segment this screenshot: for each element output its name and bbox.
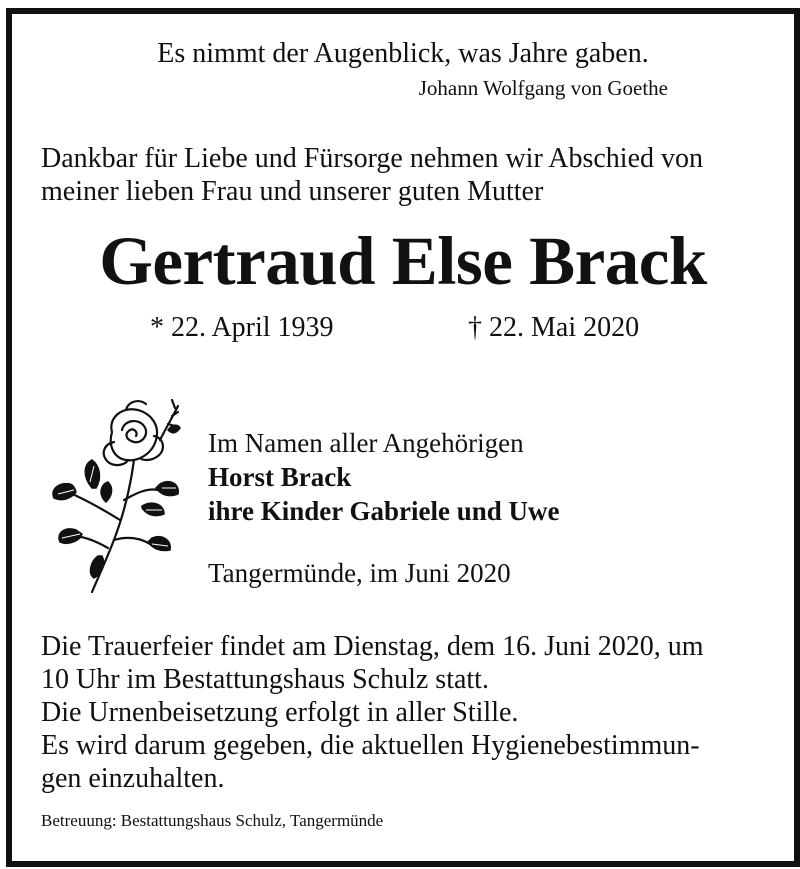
notice-line: Die Trauerfeier findet am Dienstag, dem 16. Juni 2020, um xyxy=(41,631,704,662)
deceased-name: Gertraud Else Brack xyxy=(99,223,707,299)
notice-line: 10 Uhr im Bestattungshaus Schulz statt. xyxy=(41,664,489,695)
birth-date: * 22. April 1939 xyxy=(150,312,334,343)
signatories-heading: Im Namen aller Angehörigen xyxy=(208,428,524,458)
rose-icon xyxy=(42,380,187,600)
footer-credit: Betreuung: Bestattungshaus Schulz, Tangermünde xyxy=(41,811,384,830)
signatories xyxy=(208,426,560,528)
place-date: Tangermünde, im Juni 2020 xyxy=(208,558,511,588)
funeral-notice xyxy=(41,630,704,795)
death-date: † 22. Mai 2020 xyxy=(468,312,640,343)
notice-line: gen einzuhalten. xyxy=(41,763,225,794)
quote-author: Johann Wolfgang von Goethe xyxy=(418,76,668,100)
notice-line: Es wird darum gegeben, die aktuellen Hygienebestimmun- xyxy=(41,730,700,761)
intro-text xyxy=(41,142,703,208)
quote-text: Es nimmt der Augenblick, was Jahre gaben. xyxy=(157,38,649,69)
obituary-frame xyxy=(6,8,800,867)
intro-line: Dankbar für Liebe und Fürsorge nehmen wir Abschied von xyxy=(41,143,703,174)
intro-line: meiner lieben Frau und unserer guten Mutter xyxy=(41,176,544,207)
signatory-name: ihre Kinder Gabriele und Uwe xyxy=(208,496,560,526)
notice-line: Die Urnenbeisetzung erfolgt in aller Stille. xyxy=(41,697,519,728)
signatory-name: Horst Brack xyxy=(208,462,352,492)
